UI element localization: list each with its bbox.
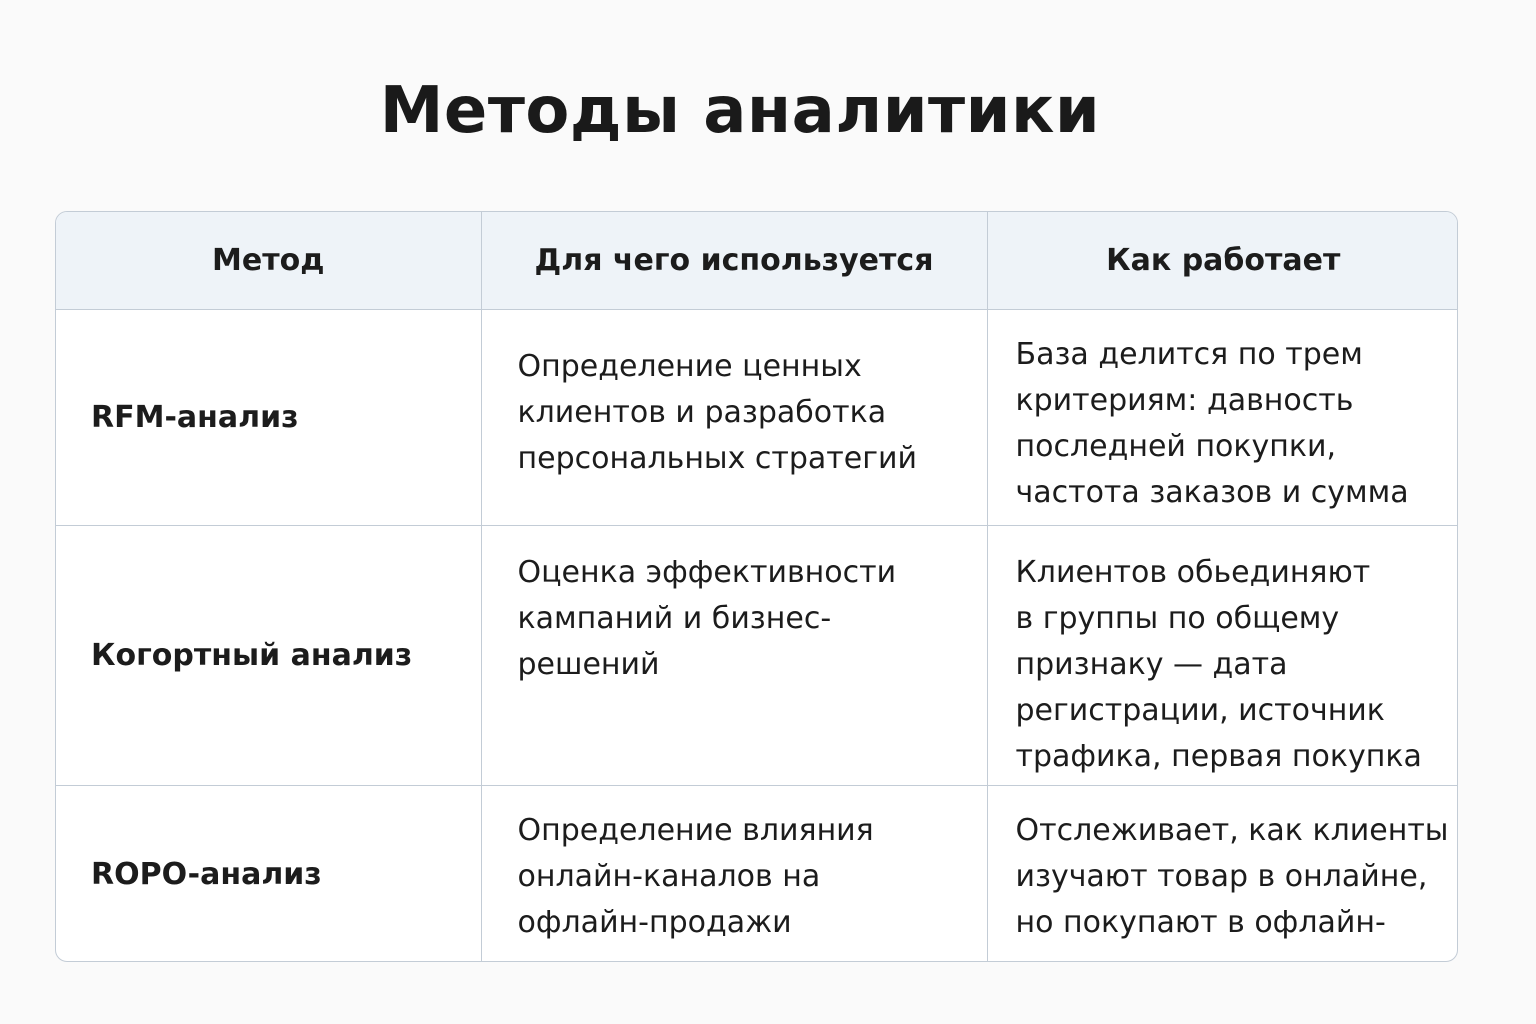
how-cell [987, 309, 1458, 525]
how-line: последней покупки, [1015, 428, 1337, 464]
how-line: критериям: давность [1015, 382, 1354, 418]
header-row [56, 212, 1458, 309]
table-body [56, 309, 1458, 962]
how-line: но покупают в офлайн- [1015, 904, 1386, 940]
method-cell: RFM-анализ [56, 309, 481, 525]
table-row [56, 785, 1458, 962]
header-method: Метод [56, 212, 481, 309]
how-cell [987, 525, 1458, 785]
header-how-it-works: Как работает [987, 212, 1458, 309]
purpose-cell [481, 309, 987, 525]
purpose-line: персональных стратегий [517, 440, 917, 476]
purpose-line: офлайн-продажи [517, 904, 792, 940]
purpose-line: Определение ценных [517, 348, 862, 384]
purpose-line: Определение влияния [517, 812, 874, 848]
how-cell [987, 785, 1458, 962]
how-line: База делится по трем [1015, 336, 1363, 372]
purpose-cell [481, 525, 987, 785]
how-line: признаку — дата [1015, 646, 1288, 682]
how-line: в группы по общему [1015, 600, 1340, 636]
how-line: изучают товар в онлайне, [1015, 858, 1428, 894]
purpose-line: кампаний и бизнес- [517, 600, 832, 636]
table-row [56, 309, 1458, 525]
purpose-line: онлайн-каналов на [517, 858, 821, 894]
methods-table [55, 211, 1458, 962]
table-header [56, 212, 1458, 309]
how-line: Отслеживает, как клиенты [1015, 812, 1449, 848]
table-row [56, 525, 1458, 785]
header-purpose: Для чего используется [481, 212, 987, 309]
method-cell: Когортный анализ [56, 525, 481, 785]
methods-table-grid [56, 212, 1458, 962]
how-line: частота заказов и сумма [1015, 474, 1409, 510]
purpose-line: клиентов и разработка [517, 394, 887, 430]
purpose-cell [481, 785, 987, 962]
page-title: Методы аналитики [379, 74, 1101, 148]
purpose-line: Оценка эффективности [517, 554, 897, 590]
method-cell: ROPO-анализ [56, 785, 481, 962]
how-line: Клиентов обьединяют [1015, 554, 1371, 590]
purpose-line: решений [517, 646, 660, 682]
how-line: регистрации, источник [1015, 692, 1385, 728]
how-line: трафика, первая покупка [1015, 738, 1422, 774]
